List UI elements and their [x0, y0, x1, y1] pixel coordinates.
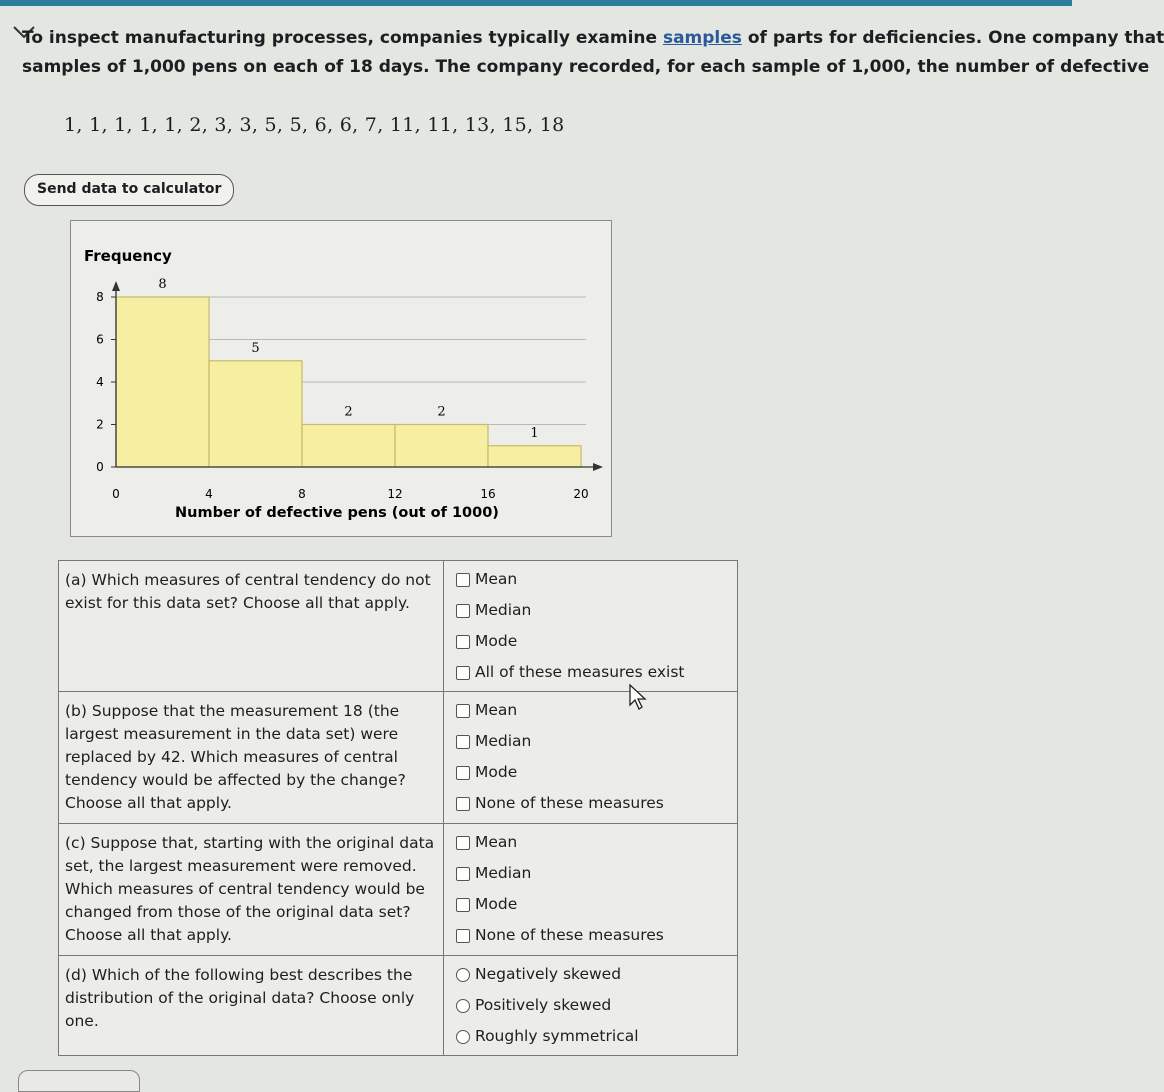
- y-axis-arrow-icon: [112, 281, 120, 291]
- checkbox[interactable]: [456, 704, 470, 718]
- question-row: [59, 824, 738, 956]
- question-options: [444, 692, 738, 824]
- histogram-bar: [488, 446, 581, 467]
- y-tick-label: 8: [96, 290, 104, 304]
- option-label: Median: [475, 864, 532, 882]
- checkbox-option[interactable]: [456, 595, 729, 626]
- checkbox[interactable]: [456, 867, 470, 881]
- histogram-bar: [395, 425, 488, 468]
- bottom-tab[interactable]: [18, 1070, 140, 1092]
- radio-button[interactable]: [456, 1030, 470, 1044]
- checkbox[interactable]: [456, 604, 470, 618]
- y-tick-label: 6: [96, 332, 104, 347]
- question-row: [59, 561, 738, 692]
- checkbox[interactable]: [456, 797, 470, 811]
- option-label: Median: [475, 601, 532, 619]
- option-label: Mean: [475, 833, 518, 851]
- checkbox[interactable]: [456, 735, 470, 749]
- checkbox-option[interactable]: [456, 920, 729, 951]
- checkbox-option[interactable]: [456, 695, 729, 726]
- questions-table: [58, 560, 738, 1056]
- histogram-svg: [71, 221, 611, 536]
- option-label: Mode: [475, 632, 518, 650]
- option-label: Mode: [475, 763, 518, 781]
- bar-value-label: 8: [158, 277, 167, 292]
- top-accent-bar: [0, 0, 1072, 6]
- checkbox-option[interactable]: [456, 757, 729, 788]
- option-label: Positively skewed: [475, 996, 612, 1014]
- checkbox-option[interactable]: [456, 726, 729, 757]
- checkbox[interactable]: [456, 666, 470, 680]
- problem-intro: [22, 24, 1164, 82]
- radio-button[interactable]: [456, 968, 470, 982]
- checkbox[interactable]: [456, 898, 470, 912]
- y-tick-label: 2: [96, 417, 104, 432]
- y-tick-label: 0: [96, 460, 104, 474]
- option-label: None of these measures: [475, 926, 664, 944]
- checkbox-option[interactable]: [456, 858, 729, 889]
- question-text: (c) Suppose that, starting with the original data set, the largest measurement were removed. Which measures of central tendency would be changed from those of the original data set? Choose all that apply.: [59, 824, 444, 956]
- bar-value-label: 1: [530, 425, 539, 441]
- histogram-bar: [116, 297, 209, 467]
- bar-value-label: 2: [437, 404, 446, 420]
- radio-option[interactable]: [456, 990, 729, 1021]
- radio-option[interactable]: [456, 959, 729, 990]
- question-row: [59, 692, 738, 824]
- x-axis-arrow-icon: [593, 463, 603, 471]
- histogram-chart: [70, 220, 612, 537]
- checkbox-option[interactable]: [456, 827, 729, 858]
- option-label: Mean: [475, 570, 518, 588]
- samples-link[interactable]: samples: [662, 28, 742, 48]
- x-tick-label: 16: [480, 487, 496, 501]
- send-data-button[interactable]: Send data to calculator: [24, 174, 234, 206]
- option-label: Mean: [475, 701, 518, 719]
- intro-line-2: samples of 1,000 pens on each of 18 days. The company recorded, for each sample of 1,000, the number of defective: [22, 57, 1150, 77]
- x-tick-label: 4: [205, 487, 213, 501]
- checkbox-option[interactable]: [456, 564, 729, 595]
- histogram-bar: [302, 425, 395, 468]
- x-axis-title: Number of defective pens (out of 1000): [175, 505, 499, 521]
- x-tick-label: 20: [573, 487, 589, 501]
- y-tick-label: 4: [96, 375, 104, 389]
- question-text: (d) Which of the following best describes the distribution of the original data? Choose only one.: [59, 956, 444, 1056]
- data-values: 1, 1, 1, 1, 1, 2, 3, 3, 5, 5, 6, 6, 7, 11, 11, 13, 15, 18: [64, 114, 565, 136]
- histogram-bar: [209, 361, 302, 467]
- checkbox[interactable]: [456, 929, 470, 943]
- checkbox-option[interactable]: [456, 657, 729, 688]
- question-options: [444, 561, 738, 692]
- checkbox-option[interactable]: [456, 889, 729, 920]
- question-options: [444, 824, 738, 956]
- checkbox-option[interactable]: [456, 788, 729, 819]
- question-row: [59, 956, 738, 1056]
- radio-option[interactable]: [456, 1021, 729, 1052]
- checkbox[interactable]: [456, 635, 470, 649]
- question-options: [444, 956, 738, 1056]
- checkbox-option[interactable]: [456, 626, 729, 657]
- intro-line-1: To inspect manufacturing processes, companies typically examine samples of parts for deficiencies. One company that: [22, 28, 1164, 48]
- x-tick-label: 12: [387, 487, 403, 501]
- option-label: Negatively skewed: [475, 965, 622, 983]
- question-text: (b) Suppose that the measurement 18 (the largest measurement in the data set) were replaced by 42. Which measures of central tendency would be affected by the change? Choose all that apply.: [59, 692, 444, 824]
- checkbox[interactable]: [456, 766, 470, 780]
- option-label: All of these measures exist: [475, 663, 685, 681]
- option-label: Median: [475, 732, 532, 750]
- question-text: (a) Which measures of central tendency do not exist for this data set? Choose all that apply.: [59, 561, 444, 692]
- x-tick-label: 0: [112, 487, 120, 501]
- checkbox[interactable]: [456, 573, 470, 587]
- checkbox[interactable]: [456, 836, 470, 850]
- option-label: Mode: [475, 895, 518, 913]
- radio-button[interactable]: [456, 999, 470, 1013]
- option-label: Roughly symmetrical: [475, 1027, 639, 1045]
- option-label: None of these measures: [475, 794, 664, 812]
- mouse-cursor-icon: [628, 683, 650, 711]
- bar-value-label: 5: [251, 340, 260, 356]
- y-axis-title: Frequency: [84, 247, 172, 265]
- x-tick-label: 8: [298, 487, 306, 501]
- bar-value-label: 2: [344, 404, 353, 420]
